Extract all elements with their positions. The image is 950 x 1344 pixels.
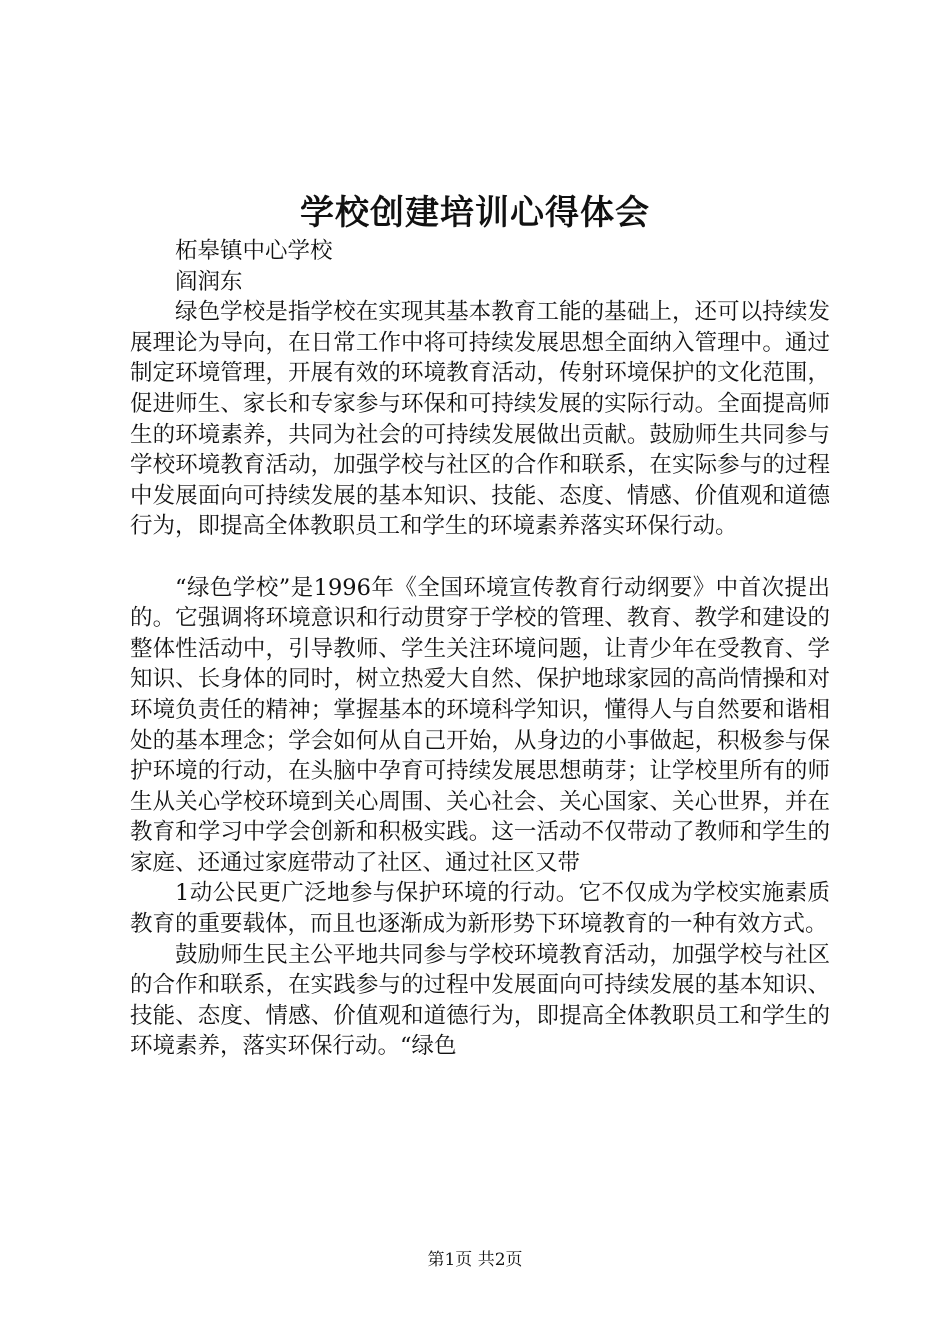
author-name: 阎润东 — [175, 268, 243, 295]
paragraph-4: 鼓励师生民主公平地共同参与学校环境教育活动，加强学校与社区的合作和联系，在实践参与的过程中发展面向可持续发展的基本知识、技能、态度、情感、价值观和道德行为，即提高全体教职员工和学生的环境素养，落实环保行动。“绿色 — [130, 941, 830, 1060]
school-name: 柘皋镇中心学校 — [175, 238, 333, 264]
document-body — [130, 236, 830, 1062]
document-title: 学校创建培训心得体会 — [300, 193, 650, 233]
paragraph-3: 1动公民更广泛地参与保护环境的行动。它不仅成为学校实施素质教育的重要载体，而且也逐渐成为新形势下环境教育的一种有效方式。 — [130, 880, 830, 938]
paragraph-spacer — [130, 542, 830, 573]
page-footer: 第1页 共2页 — [427, 1250, 523, 1270]
paragraph-2: “绿色学校”是1996年《全国环境宣传教育行动纲要》中首次提出的。它强调将环境意识和行动贯穿于学校的管理、教育、教学和建设的整体性活动中，引导教师、学生关注环境问题，让青少年在受教育、学知识、长身体的同时，树立热爱大自然、保护地球家园的高尚情操和对环境负责任的精神；掌握基本的环境科学知识，懂得人与自然要和谐相处的基本理念；学会如何从自己开始，从身边的小事做起，积极参与保护环境的行动，在头脑中孕育可持续发展思想萌芽；让学校里所有的师生从关心学校环境到关心周围、关心社会、关心国家、关心世界，并在教育和学习中学会创新和积极实践。这一活动不仅带动了教师和学生的家庭、还通过家庭带动了社区、通过社区又带 — [130, 574, 830, 876]
paragraph-1: 绿色学校是指学校在实现其基本教育工能的基础上，还可以持续发展理论为导向，在日常工作中将可持续发展思想全面纳入管理中。通过制定环境管理，开展有效的环境教育活动，传射环境保护的文化范围，促进师生、家长和专家参与环保和可持续发展的实际行动。全面提高师生的环境素养，共同为社会的可持续发展做出贡献。鼓励师生共同参与学校环境教育活动，加强学校与社区的合作和联系，在实际参与的过程中发展面向可持续发展的基本知识、技能、态度、情感、价值观和道德行为，即提高全体教职员工和学生的环境素养落实环保行动。 — [130, 299, 830, 540]
